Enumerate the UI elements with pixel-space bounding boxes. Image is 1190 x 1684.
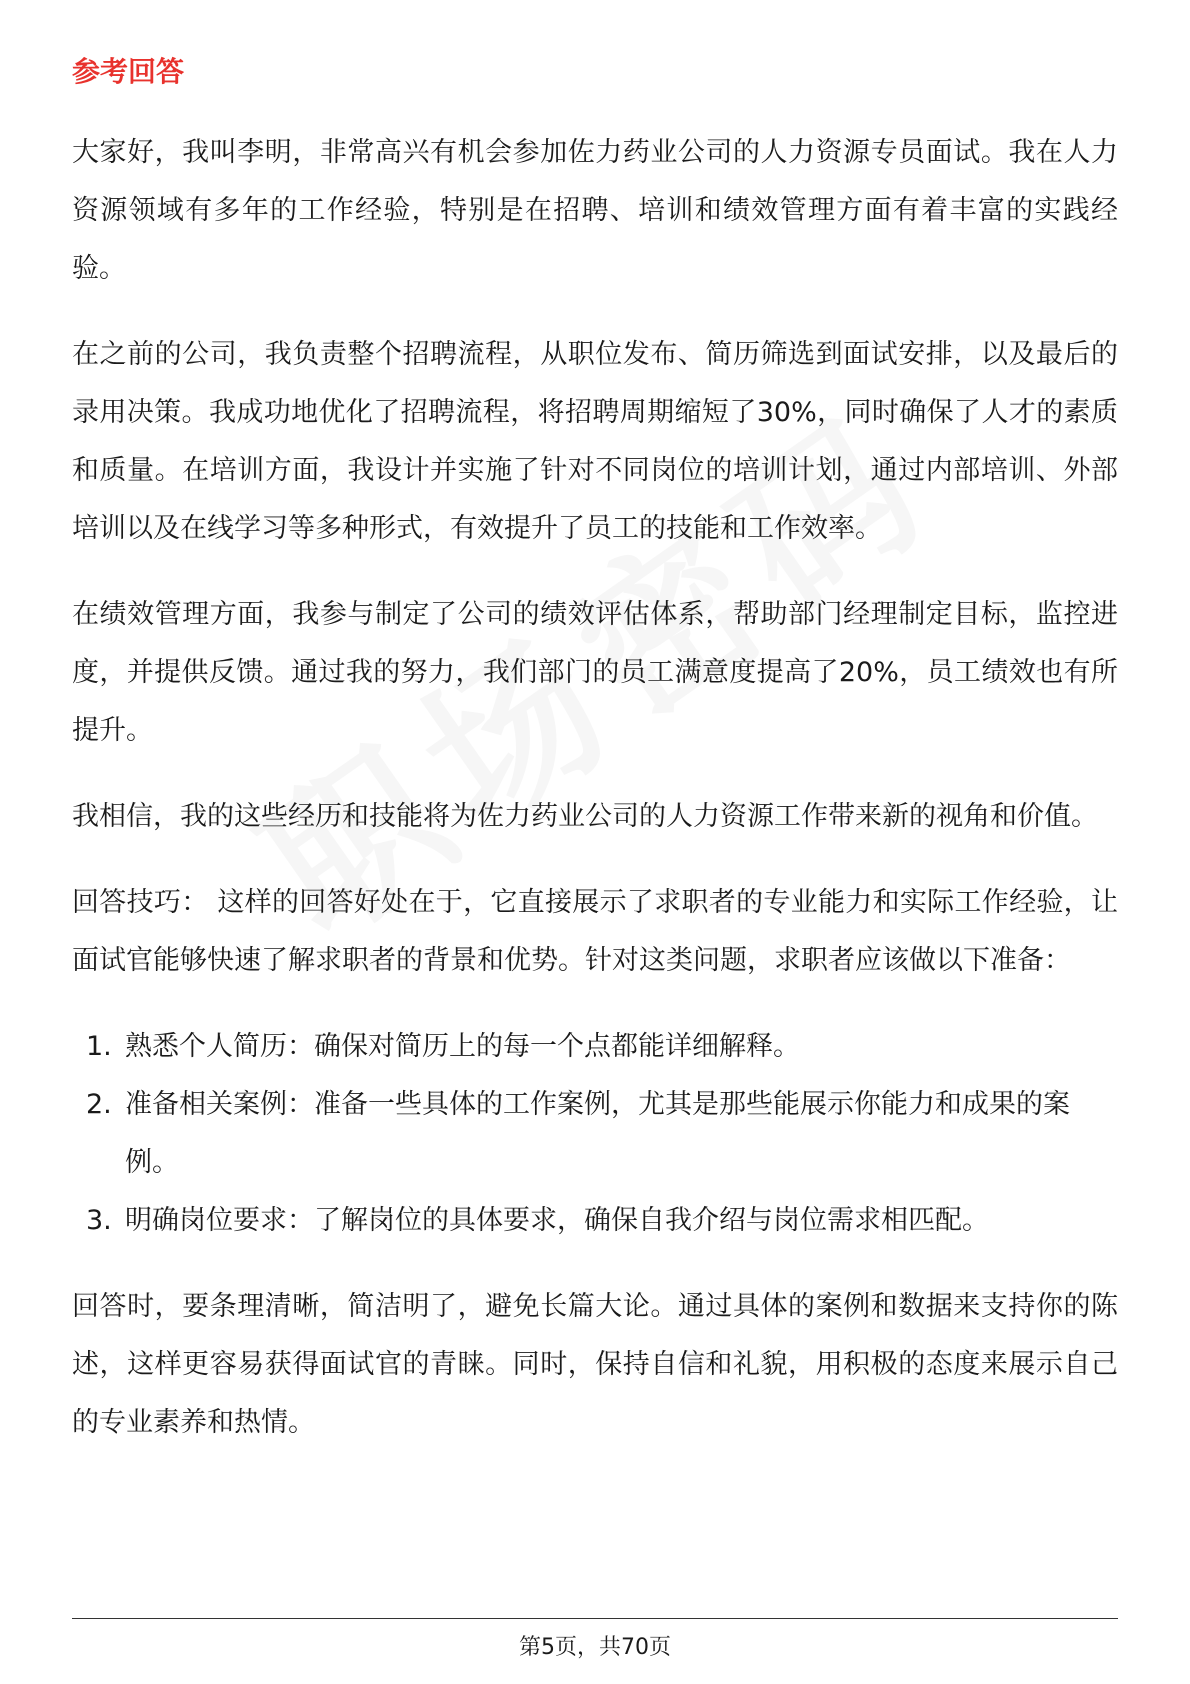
paragraph-recruiting: 在之前的公司，我负责整个招聘流程，从职位发布、简历筛选到面试安排，以及最后的录用决策。我成功地优化了招聘流程，将招聘周期缩短了30%，同时确保了人才的素质和质量。在培训方面，我设计并实施了针对不同岗位的培训计划，通过内部培训、外部培训以及在线学习等多种形式，有效提升了员工的技能和工作效率。 bbox=[72, 339, 1118, 544]
list-number: 2. bbox=[86, 1089, 112, 1120]
page-number: 第5页，共70页 bbox=[519, 1635, 671, 1660]
list-number: 3. bbox=[86, 1205, 112, 1236]
list-number: 1. bbox=[86, 1031, 112, 1062]
section-title: 参考回答 bbox=[72, 55, 185, 88]
list-text: 准备相关案例：准备一些具体的工作案例，尤其是那些能展示你能力和成果的案例。 bbox=[125, 1089, 1070, 1178]
paragraph-intro: 大家好，我叫李明，非常高兴有机会参加佐力药业公司的人力资源专员面试。我在人力资源领域有多年的工作经验，特别是在招聘、培训和绩效管理方面有着丰富的实践经验。 bbox=[72, 137, 1118, 284]
list-item bbox=[72, 1192, 1118, 1250]
tips-list bbox=[72, 1018, 1118, 1250]
paragraph-closing: 回答时，要条理清晰，简洁明了，避免长篇大论。通过具体的案例和数据来支持你的陈述，这样更容易获得面试官的青睐。同时，保持自信和礼貌，用积极的态度来展示自己的专业素养和热情。 bbox=[72, 1291, 1118, 1438]
list-text: 明确岗位要求：了解岗位的具体要求，确保自我介绍与岗位需求相匹配。 bbox=[125, 1205, 989, 1236]
list-item bbox=[72, 1018, 1118, 1076]
paragraph-performance: 在绩效管理方面，我参与制定了公司的绩效评估体系，帮助部门经理制定目标，监控进度，并提供反馈。通过我的努力，我们部门的员工满意度提高了20%，员工绩效也有所提升。 bbox=[72, 599, 1118, 746]
list-text: 熟悉个人简历：确保对简历上的每一个点都能详细解释。 bbox=[125, 1031, 800, 1062]
document-body bbox=[72, 48, 1118, 1480]
paragraph-tips-intro: 回答技巧： 这样的回答好处在于，它直接展示了求职者的专业能力和实际工作经验，让面试官能够快速了解求职者的背景和优势。针对这类问题，求职者应该做以下准备： bbox=[72, 887, 1118, 976]
footer-divider bbox=[72, 1618, 1118, 1619]
list-item bbox=[72, 1076, 1118, 1192]
paragraph-conclusion: 我相信，我的这些经历和技能将为佐力药业公司的人力资源工作带来新的视角和价值。 bbox=[72, 801, 1098, 832]
